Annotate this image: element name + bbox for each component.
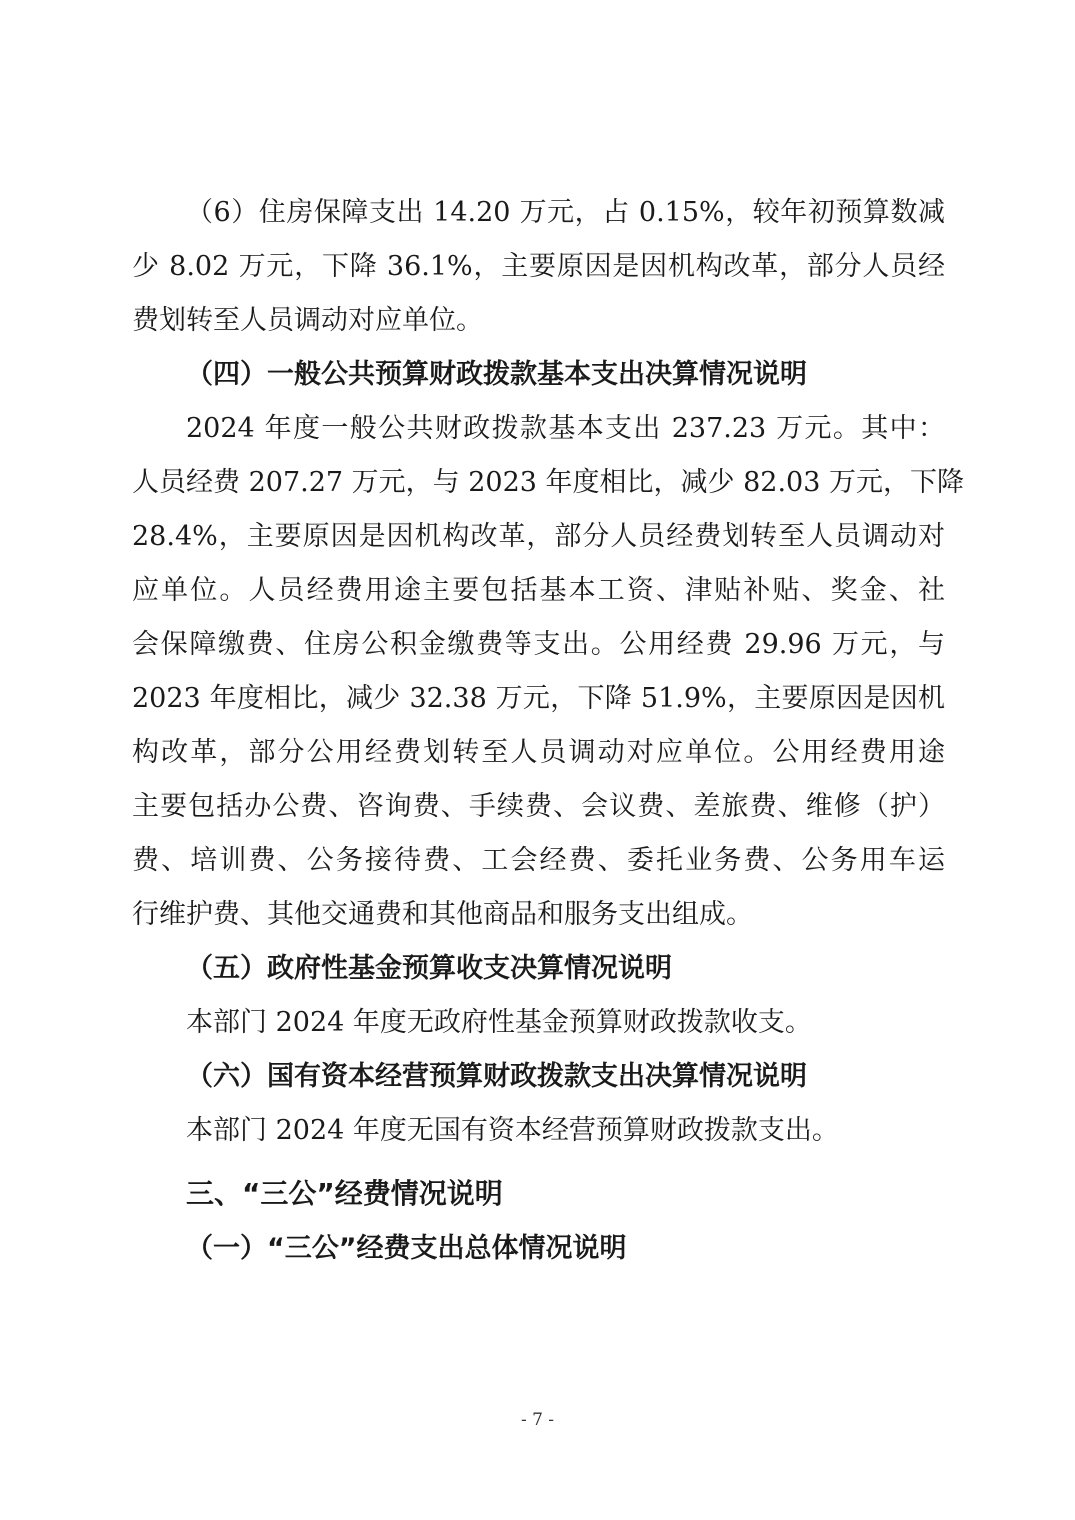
chapter-heading: 三、“三公”经费情况说明: [186, 1177, 503, 1210]
section-heading: （四）一般公共预算财政拨款基本支出决算情况说明: [186, 359, 807, 390]
paragraph-line: 人员经费 207.27 万元，与 2023 年度相比，减少 82.03 万元，下降: [132, 467, 964, 498]
section-heading: （六）国有资本经营预算财政拨款支出决算情况说明: [186, 1061, 807, 1092]
paragraph-line: 2024 年度一般公共财政拨款基本支出 237.23 万元。其中：: [186, 413, 945, 444]
paragraph-line: 费划转至人员调动对应单位。: [132, 305, 483, 336]
paragraph-line: 28.4%，主要原因是因机构改革，部分人员经费划转至人员调动对: [132, 521, 945, 552]
paragraph-line: 少 8.02 万元，下降 36.1%，主要原因是因机构改革，部分人员经: [132, 251, 945, 282]
paragraph-line: 构改革，部分公用经费划转至人员调动对应单位。公用经费用途: [132, 737, 945, 768]
paragraph-line: 本部门 2024 年度无政府性基金预算财政拨款收支。: [186, 1007, 812, 1038]
paragraph-line: 会保障缴费、住房公积金缴费等支出。公用经费 29.96 万元，与: [132, 629, 945, 660]
section-heading: （五）政府性基金预算收支决算情况说明: [186, 953, 672, 984]
section-heading: （一）“三公”经费支出总体情况说明: [186, 1233, 627, 1264]
paragraph-line: 行维护费、其他交通费和其他商品和服务支出组成。: [132, 899, 753, 930]
paragraph-line: （6）住房保障支出 14.20 万元，占 0.15%，较年初预算数减: [186, 197, 945, 228]
paragraph-line: 本部门 2024 年度无国有资本经营预算财政拨款支出。: [186, 1115, 839, 1146]
page-number: - 7 -: [520, 1410, 555, 1430]
paragraph-line: 主要包括办公费、咨询费、手续费、会议费、差旅费、维修（护）: [132, 791, 945, 822]
paragraph-line: 费、培训费、公务接待费、工会经费、委托业务费、公务用车运: [132, 845, 945, 876]
paragraph-line: 2023 年度相比，减少 32.38 万元，下降 51.9%，主要原因是因机: [132, 683, 945, 714]
paragraph-line: 应单位。人员经费用途主要包括基本工资、津贴补贴、奖金、社: [132, 575, 945, 606]
